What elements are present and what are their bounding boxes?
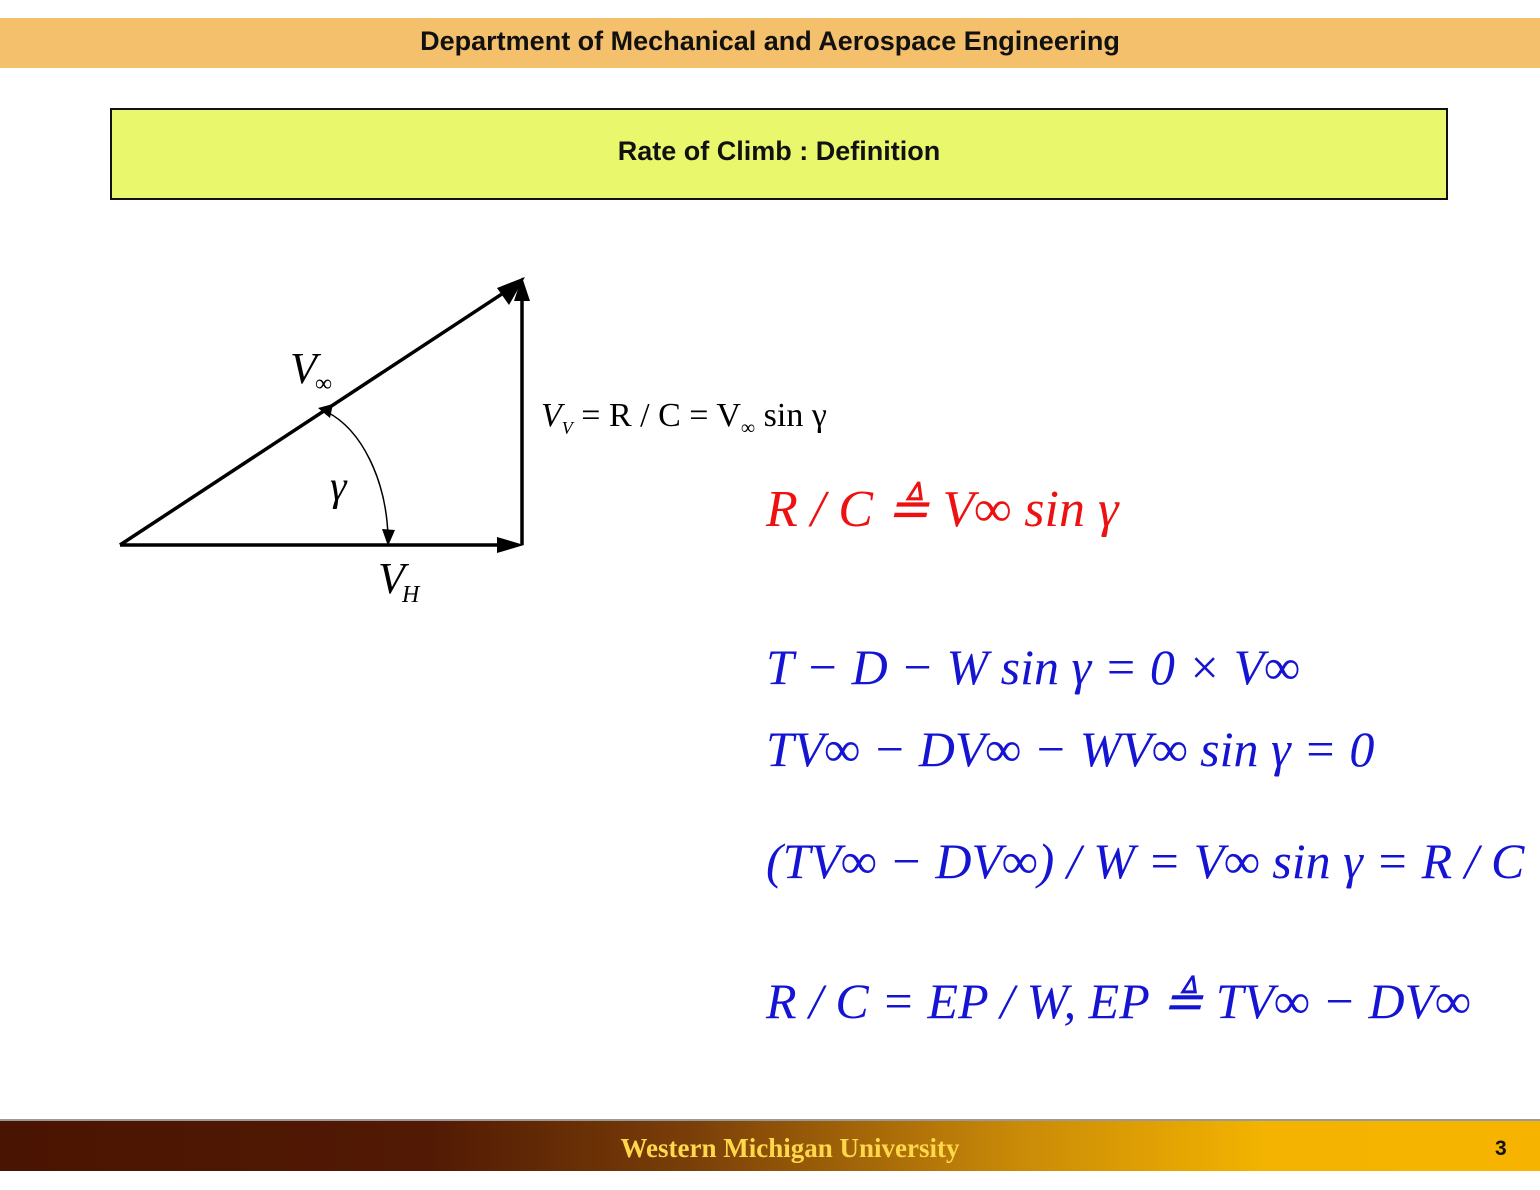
vinf-vector	[120, 286, 514, 545]
department-title: Department of Mechanical and Aerospace Engineering	[420, 26, 1120, 56]
derivation-equations	[765, 639, 1525, 1029]
page-number: 3	[1495, 1137, 1507, 1160]
label-vh-sub: H	[402, 582, 420, 608]
slide-title: Rate of Climb : Definition	[617, 136, 941, 166]
equation-line-2: TV∞ − DV∞ − WV∞ sin γ = 0	[766, 721, 1375, 777]
label-vinf-sub: ∞	[315, 371, 333, 397]
equation-line-1: T − D − W sin γ = 0 × V∞	[766, 639, 1300, 695]
label-gamma: γ	[330, 464, 347, 510]
rate-of-climb-definition: R / C ≜ V∞ sin γ	[766, 481, 1119, 538]
equation-line-3: (TV∞ − DV∞) / W = V∞ sin γ = R / C	[766, 833, 1525, 889]
label-vinf: V	[290, 344, 317, 393]
vertical-velocity-equation: $V_V = R / C = V_\infty$ sin γ	[541, 397, 827, 439]
university-name: Western Michigan University	[620, 1133, 960, 1163]
label-vh: V	[378, 554, 405, 603]
gamma-arc-arrowhead-top	[318, 404, 333, 418]
velocity-triangle-diagram	[120, 277, 827, 608]
equation-line-4: R / C = EP / W, EP ≜ TV∞ − DV∞	[766, 973, 1471, 1029]
vh-arrowhead	[497, 537, 524, 553]
